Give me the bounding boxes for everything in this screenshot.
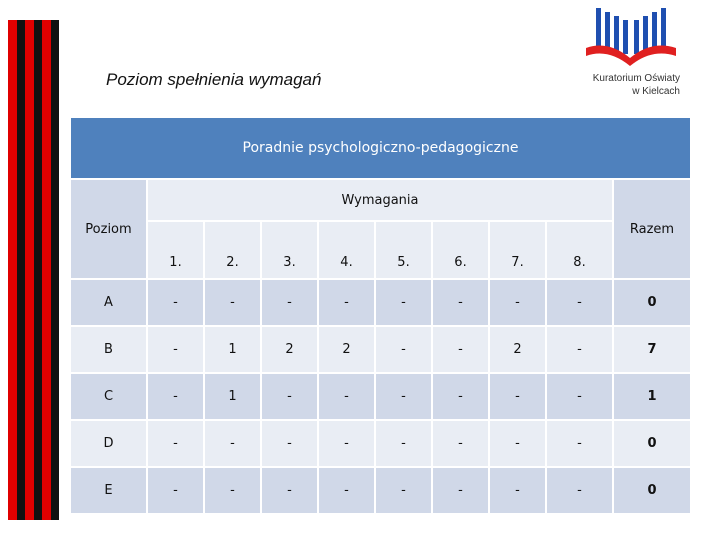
column-header: 5. [376,222,431,278]
row-total: 0 [614,421,690,466]
book-logo-icon [582,4,680,68]
table-cell: - [148,374,203,419]
table-cell: - [205,280,260,325]
table-title-banner: Poradnie psychologiczno-pedagogiczne [71,118,690,178]
table-cell: - [205,468,260,513]
logo-caption [560,72,680,98]
row-total: 0 [614,280,690,325]
row-label: A [71,280,146,325]
logo-caption-line1: Kuratorium Oświaty [592,73,680,84]
table-cell: - [490,374,545,419]
row-label: B [71,327,146,372]
table-cell: - [319,468,374,513]
table-cell: - [547,374,612,419]
stripe-red [42,20,51,520]
table-cell: - [376,421,431,466]
table-cell: - [433,468,488,513]
stripe-black [51,20,59,520]
column-header: 4. [319,222,374,278]
table-cell: - [148,468,203,513]
table-cell: - [376,374,431,419]
table-cell: - [547,280,612,325]
table-cell: - [148,280,203,325]
table-cell: - [376,280,431,325]
total-header-razem: Razem [614,180,690,278]
table-cell: - [148,327,203,372]
table-cell: - [262,280,317,325]
requirements-table [71,118,690,506]
table-cell: - [490,421,545,466]
logo-caption-line2: w Kielcach [632,86,680,97]
page-title: Poziom spełnienia wymagań [106,70,322,89]
row-label: C [71,374,146,419]
column-header: 8. [547,222,612,278]
table-cell: - [376,327,431,372]
column-header: 1. [148,222,203,278]
table-cell: - [319,374,374,419]
row-label: E [71,468,146,513]
table-cell: - [205,421,260,466]
stripe-red [25,20,34,520]
column-header: 6. [433,222,488,278]
table-cell: 1 [205,327,260,372]
table-cell: - [433,280,488,325]
table-cell: - [262,468,317,513]
table-cell: - [148,421,203,466]
column-header: 3. [262,222,317,278]
table-cell: - [262,421,317,466]
table-cell: - [319,421,374,466]
table-cell: - [376,468,431,513]
stripe-black [17,20,25,520]
table-cell: - [547,421,612,466]
decorative-stripes [8,20,64,520]
table-cell: - [433,374,488,419]
table-cell: 2 [490,327,545,372]
table-cell: - [433,327,488,372]
table-cell: - [262,374,317,419]
stripe-red [8,20,17,520]
stripe-black [34,20,42,520]
table-cell: - [433,421,488,466]
row-header-poziom: Poziom [71,180,146,278]
table-cell: 2 [319,327,374,372]
table-cell: - [547,468,612,513]
column-header: 2. [205,222,260,278]
table-cell: - [490,468,545,513]
row-label: D [71,421,146,466]
table-cell: - [490,280,545,325]
table-cell: - [547,327,612,372]
row-total: 0 [614,468,690,513]
column-header: 7. [490,222,545,278]
table-cell: 2 [262,327,317,372]
table-cell: - [319,280,374,325]
table-cell: 1 [205,374,260,419]
row-total: 1 [614,374,690,419]
row-total: 7 [614,327,690,372]
group-header-wymagania: Wymagania [148,180,612,220]
